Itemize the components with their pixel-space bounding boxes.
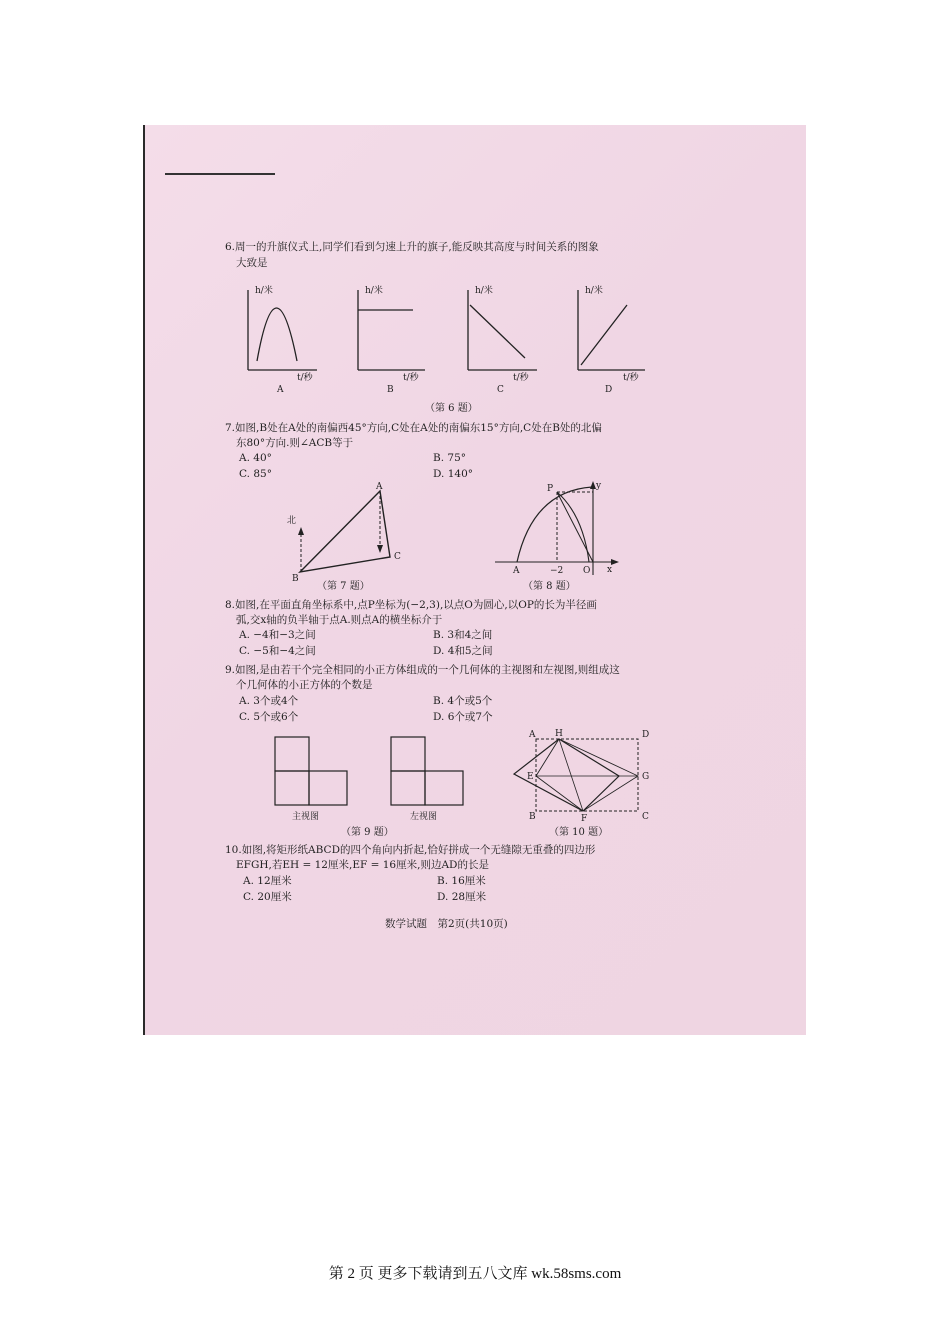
q8-option-a: A. −4和−3之间 [239,629,316,641]
svg-text:H: H [555,729,563,739]
svg-text:t/秒: t/秒 [403,373,419,383]
q7-option-a: A. 40° [239,452,272,464]
q9-option-a: A. 3个或4个 [239,695,299,707]
svg-text:y: y [596,481,602,491]
svg-text:h/米: h/米 [255,286,273,296]
svg-text:C: C [394,552,401,562]
q8-option-c: C. −5和−4之间 [239,645,316,657]
svg-text:h/米: h/米 [585,286,603,296]
svg-text:B: B [529,812,536,822]
q9-option-d: D. 6个或7个 [433,711,493,723]
scanned-exam-page [143,125,806,1035]
q6-text-line2: 大致是 [236,257,268,269]
q6-caption: （第 6 题） [425,403,478,414]
q7-text-line2: 东80°方向.则∠ACB等于 [236,437,354,449]
q10-text-line2: EFGH,若EH = 12厘米,EF = 16厘米,则边AD的长是 [236,859,489,871]
svg-text:−2: −2 [550,566,564,576]
q9-text-line1: 9.如图,是由若干个完全相同的小正方体组成的一个几何体的主视图和左视图,则组成这 [225,664,620,676]
q10-option-d: D. 28厘米 [437,891,487,903]
site-footer: 第 2 页 更多下载请到五八文库 wk.58sms.com [328,1266,622,1282]
q6-text-line1: 6.周一的升旗仪式上,同学们看到匀速上升的旗子,能反映其高度与时间关系的图象 [225,241,599,253]
page-footer: 数学试题 第2页(共10页) [385,918,508,930]
q7-text-line1: 7.如图,B处在A处的南偏西45°方向,C处在A处的南偏东15°方向,C处在B处的北偏 [225,422,602,434]
svg-text:h/米: h/米 [475,286,493,296]
svg-text:D: D [642,730,650,740]
svg-text:C: C [497,385,504,395]
svg-text:t/秒: t/秒 [513,373,529,383]
q7-caption: （第 7 题） [317,581,370,592]
q8-option-b: B. 3和4之间 [433,629,493,641]
q8-caption: （第 8 题） [523,581,576,592]
q10-figure [145,125,806,845]
q7-option-c: C. 85° [239,468,272,480]
svg-text:t/秒: t/秒 [297,373,313,383]
q8-text-line2: 弧,交x轴的负半轴于点A.则点A的横坐标介于 [236,614,443,626]
q9-option-b: B. 4个或5个 [433,695,493,707]
q8-option-d: D. 4和5之间 [433,645,493,657]
svg-text:h/米: h/米 [365,286,383,296]
svg-text:O: O [583,566,591,576]
q7-option-b: B. 75° [433,452,467,464]
svg-text:主视图: 主视图 [292,812,320,822]
svg-text:F: F [581,814,588,824]
svg-text:B: B [387,385,394,395]
svg-text:A: A [376,482,383,492]
svg-text:t/秒: t/秒 [623,373,639,383]
svg-text:P: P [547,484,554,494]
q10-option-a: A. 12厘米 [243,875,292,887]
q10-option-b: B. 16厘米 [437,875,486,887]
svg-text:A: A [277,385,284,395]
svg-text:G: G [642,772,650,782]
q9-text-line2: 个几何体的小正方体的个数是 [236,679,373,691]
svg-text:北: 北 [287,516,297,526]
svg-text:D: D [605,385,613,395]
svg-text:E: E [527,772,534,782]
q8-text-line1: 8.如图,在平面直角坐标系中,点P坐标为(−2,3),以点O为圆心,以OP的长为半径画 [225,599,597,611]
svg-text:C: C [642,812,649,822]
q7-option-d: D. 140° [433,468,474,480]
q10-text-line1: 10.如图,将矩形纸ABCD的四个角向内折起,恰好拼成一个无缝隙无重叠的四边形 [225,844,596,856]
q10-caption: （第 10 题） [549,827,609,838]
svg-text:A: A [529,730,536,740]
q9-caption: （第 9 题） [341,827,394,838]
svg-text:x: x [607,565,613,575]
q9-option-c: C. 5个或6个 [239,711,299,723]
svg-text:B: B [292,574,299,584]
q10-option-c: C. 20厘米 [243,891,292,903]
svg-text:左视图: 左视图 [410,812,438,822]
svg-text:A: A [513,566,520,576]
